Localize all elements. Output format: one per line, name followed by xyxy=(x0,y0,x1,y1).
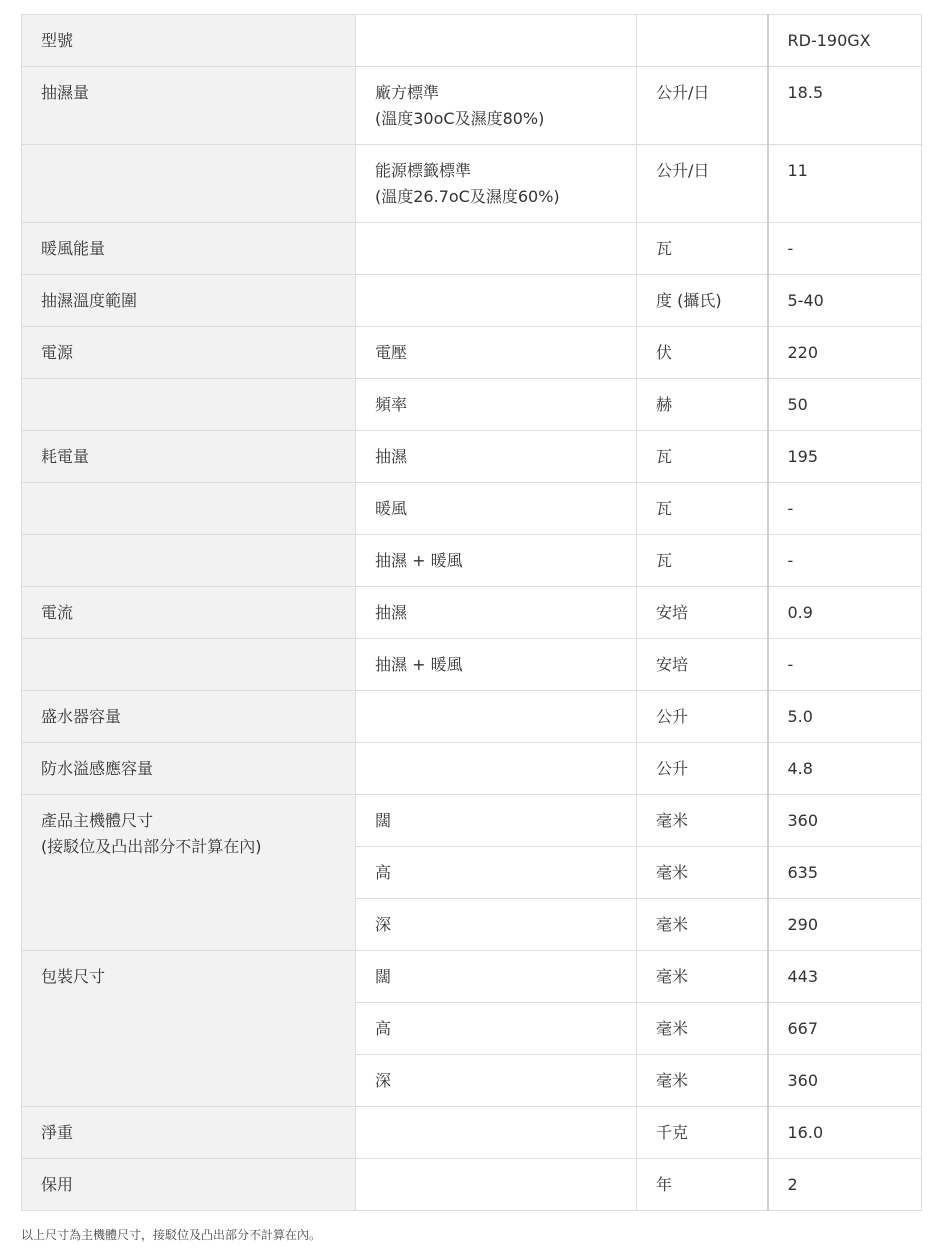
spec-row xyxy=(22,379,922,431)
spec-value-cell: 290 xyxy=(768,899,922,951)
spec-row xyxy=(22,275,922,327)
spec-unit-cell: 公升/日 xyxy=(637,145,768,223)
footnote: 以上尺寸為主機體尺寸，接駁位及凸出部分不計算在內。 xyxy=(21,1228,322,1242)
spec-row xyxy=(22,483,922,535)
spec-value-cell: 443 xyxy=(768,951,922,1003)
spec-sub-label-cell: 深 xyxy=(356,1055,637,1107)
spec-value-cell: - xyxy=(768,223,922,275)
spec-unit-cell: 毫米 xyxy=(637,1055,768,1107)
spec-row xyxy=(22,691,922,743)
spec-unit-cell: 毫米 xyxy=(637,951,768,1003)
spec-unit-cell: 公升/日 xyxy=(637,67,768,145)
spec-unit-cell: 安培 xyxy=(637,587,768,639)
spec-value-cell: 360 xyxy=(768,795,922,847)
spec-sub-label-cell xyxy=(356,275,637,327)
spec-unit-cell: 度 (攝氏) xyxy=(637,275,768,327)
spec-unit-cell: 毫米 xyxy=(637,847,768,899)
spec-row xyxy=(22,15,922,67)
spec-unit-cell: 年 xyxy=(637,1159,768,1211)
spec-row xyxy=(22,795,922,847)
spec-value-cell: - xyxy=(768,483,922,535)
spec-sub-label-cell: 抽濕 xyxy=(356,431,637,483)
spec-label-cell: 盛水器容量 xyxy=(22,691,356,743)
spec-value-cell: RD-190GX xyxy=(768,15,922,67)
spec-label-cell: 抽濕溫度範圍 xyxy=(22,275,356,327)
spec-row xyxy=(22,587,922,639)
spec-row xyxy=(22,327,922,379)
spec-value-cell: 18.5 xyxy=(768,67,922,145)
spec-row xyxy=(22,431,922,483)
spec-table xyxy=(21,14,922,1211)
spec-unit-cell: 伏 xyxy=(637,327,768,379)
spec-sub-label-cell xyxy=(356,1159,637,1211)
spec-value-cell: 360 xyxy=(768,1055,922,1107)
spec-unit-cell: 毫米 xyxy=(637,1003,768,1055)
spec-unit-cell: 瓦 xyxy=(637,223,768,275)
spec-label-cell: 包裝尺寸 xyxy=(22,951,356,1107)
spec-row xyxy=(22,145,922,223)
spec-value-cell: 667 xyxy=(768,1003,922,1055)
spec-label-cell: 防水溢感應容量 xyxy=(22,743,356,795)
spec-unit-cell: 公升 xyxy=(637,691,768,743)
spec-label-cell: 型號 xyxy=(22,15,356,67)
spec-unit-cell: 公升 xyxy=(637,743,768,795)
spec-value-cell: 16.0 xyxy=(768,1107,922,1159)
spec-sub-label-cell: 高 xyxy=(356,1003,637,1055)
spec-row xyxy=(22,535,922,587)
spec-sub-label-cell: 闊 xyxy=(356,951,637,1003)
spec-sub-label-cell: 抽濕 + 暖風 xyxy=(356,639,637,691)
spec-unit-cell: 千克 xyxy=(637,1107,768,1159)
spec-label-cell xyxy=(22,639,356,691)
spec-sub-label-cell: 能源標籤標準 (溫度26.7oC及濕度60%) xyxy=(356,145,637,223)
spec-unit-cell: 毫米 xyxy=(637,899,768,951)
spec-label-cell: 產品主機體尺寸 (接駁位及凸出部分不計算在內) xyxy=(22,795,356,951)
spec-unit-cell xyxy=(637,15,768,67)
spec-label-cell: 暖風能量 xyxy=(22,223,356,275)
spec-row xyxy=(22,639,922,691)
spec-unit-cell: 瓦 xyxy=(637,431,768,483)
spec-sub-label-cell xyxy=(356,691,637,743)
spec-sub-label-cell xyxy=(356,743,637,795)
spec-table-body xyxy=(22,15,922,1211)
spec-unit-cell: 毫米 xyxy=(637,795,768,847)
spec-value-cell: - xyxy=(768,639,922,691)
spec-sub-label-cell xyxy=(356,223,637,275)
spec-unit-cell: 瓦 xyxy=(637,483,768,535)
spec-value-cell: - xyxy=(768,535,922,587)
spec-sub-label-cell: 高 xyxy=(356,847,637,899)
spec-unit-cell: 赫 xyxy=(637,379,768,431)
spec-label-cell xyxy=(22,535,356,587)
spec-value-cell: 11 xyxy=(768,145,922,223)
spec-value-cell: 5-40 xyxy=(768,275,922,327)
spec-unit-cell: 瓦 xyxy=(637,535,768,587)
spec-label-cell xyxy=(22,379,356,431)
spec-sub-label-cell: 抽濕 + 暖風 xyxy=(356,535,637,587)
spec-row xyxy=(22,1107,922,1159)
spec-label-cell xyxy=(22,145,356,223)
spec-label-cell xyxy=(22,483,356,535)
spec-value-cell: 0.9 xyxy=(768,587,922,639)
spec-label-cell: 抽濕量 xyxy=(22,67,356,145)
spec-sub-label-cell: 深 xyxy=(356,899,637,951)
spec-label-cell: 保用 xyxy=(22,1159,356,1211)
spec-row xyxy=(22,743,922,795)
spec-sub-label-cell: 電壓 xyxy=(356,327,637,379)
spec-row xyxy=(22,1159,922,1211)
spec-row xyxy=(22,223,922,275)
spec-sub-label-cell: 頻率 xyxy=(356,379,637,431)
spec-label-cell: 淨重 xyxy=(22,1107,356,1159)
spec-value-cell: 220 xyxy=(768,327,922,379)
spec-sub-label-cell: 暖風 xyxy=(356,483,637,535)
spec-row xyxy=(22,67,922,145)
spec-value-cell: 50 xyxy=(768,379,922,431)
spec-sub-label-cell: 闊 xyxy=(356,795,637,847)
spec-value-cell: 195 xyxy=(768,431,922,483)
spec-row xyxy=(22,951,922,1003)
spec-sub-label-cell: 廠方標準 (溫度30oC及濕度80%) xyxy=(356,67,637,145)
spec-sub-label-cell xyxy=(356,1107,637,1159)
spec-label-cell: 耗電量 xyxy=(22,431,356,483)
spec-label-cell: 電流 xyxy=(22,587,356,639)
spec-unit-cell: 安培 xyxy=(637,639,768,691)
spec-value-cell: 2 xyxy=(768,1159,922,1211)
spec-value-cell: 4.8 xyxy=(768,743,922,795)
spec-sub-label-cell xyxy=(356,15,637,67)
spec-value-cell: 635 xyxy=(768,847,922,899)
spec-label-cell: 電源 xyxy=(22,327,356,379)
spec-sub-label-cell: 抽濕 xyxy=(356,587,637,639)
spec-value-cell: 5.0 xyxy=(768,691,922,743)
